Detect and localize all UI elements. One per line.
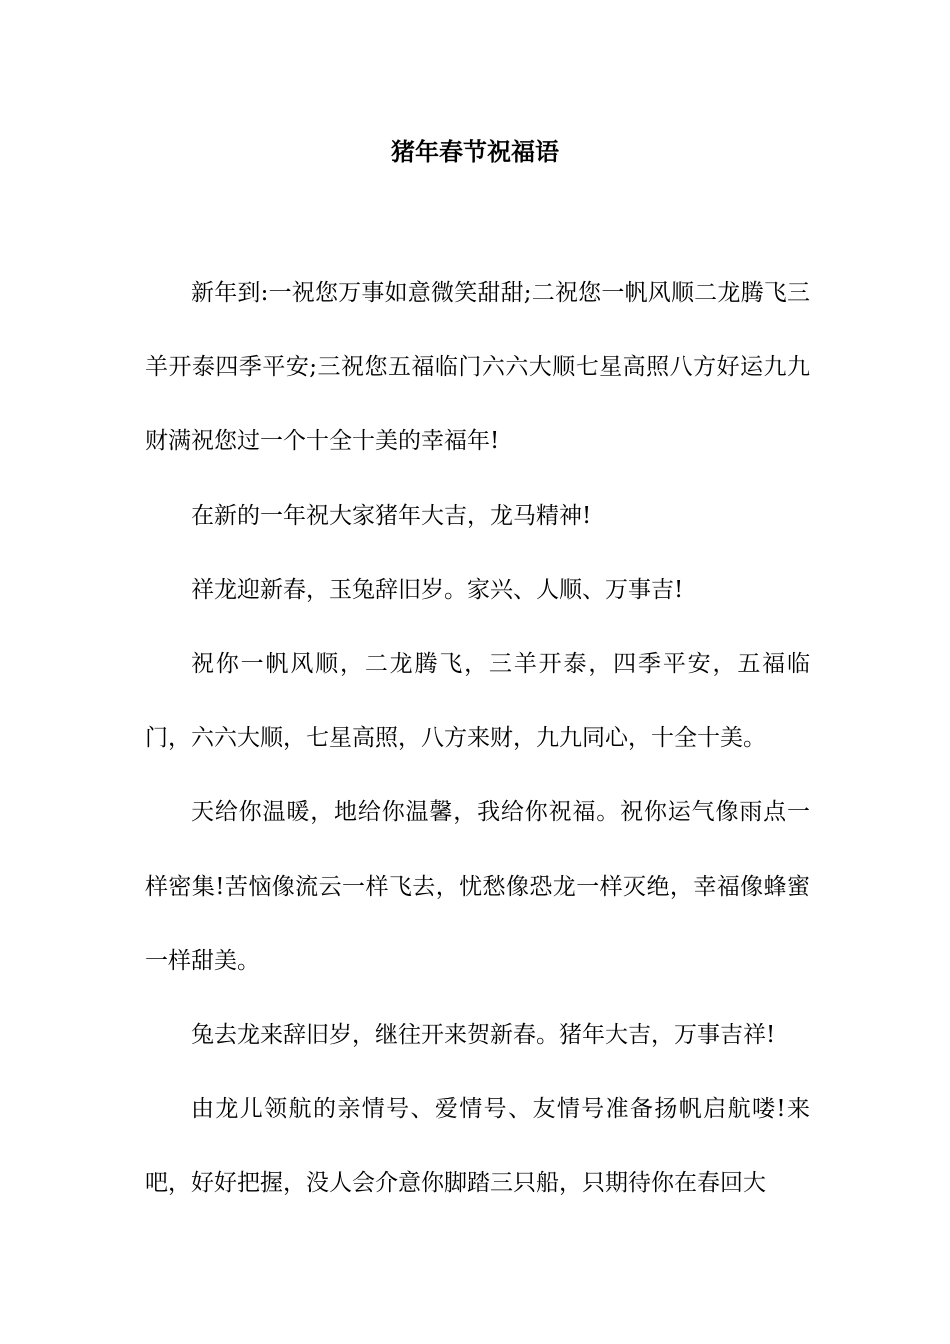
paragraph-pig-year-luck: 在新的一年祝大家猪年大吉，龙马精神! [191, 502, 592, 529]
paragraph-set-sail: 由龙儿领航的亲情号、爱情号、友情号准备扬帆启航喽!来吧，好好把握，没人会介意你脚踏三只船，只期待你在春回大 [145, 1096, 810, 1197]
paragraph-new-year-wishes: 新年到:一祝您万事如意微笑甜甜;二祝您一帆风顺二龙腾飞三羊开泰四季平安;三祝您五福临门六六大顺七星高照八方好运九九财满祝您过一个十全十美的幸福年! [145, 280, 810, 455]
paragraph-warm-blessings: 天给你温暖，地给你温馨，我给你祝福。祝你运气像雨点一样密集!苦恼像流云一样飞去，忧愁像恐龙一样灭绝，幸福像蜂蜜一样甜美。 [145, 799, 810, 974]
paragraph-dragon-spring: 祥龙迎新春，玉兔辞旧岁。家兴、人顺、万事吉! [191, 576, 684, 603]
paragraph-farewell-old-year: 兔去龙来辞旧岁，继往开来贺新春。猪年大吉，万事吉祥! [191, 1022, 776, 1049]
document-body [145, 256, 810, 1221]
document-title: 猪年春节祝福语 [391, 138, 559, 166]
paragraph-number-blessings: 祝你一帆风顺，二龙腾飞，三羊开泰，四季平安，五福临门，六六大顺，七星高照，八方来财，九九同心，十全十美。 [145, 651, 810, 752]
